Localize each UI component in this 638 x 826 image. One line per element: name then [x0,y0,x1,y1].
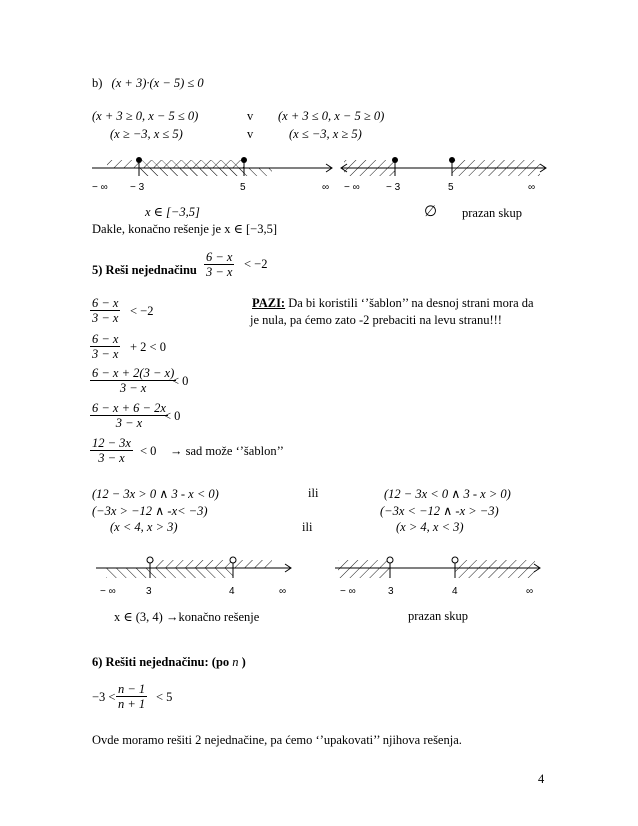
number-line-5-left [86,548,301,600]
problem6-rhs: < 5 [156,690,173,704]
sys-right-1: (12 − 3x < 0 ∧ 3 - x > 0) [384,487,511,501]
result-left: x ∈ (3, 4) →konačno rešenje [114,610,260,624]
label-three: 3 [146,586,152,597]
number-line-5-right [330,548,545,600]
step-2 [90,332,120,361]
problem6-lhs: −3 < [92,690,116,704]
fraction-denominator: 3 − x [98,451,125,465]
ili-2: ili [302,520,313,534]
step-1-tail: < −2 [130,304,154,318]
fraction-denominator: 3 − x [92,347,119,361]
problem5-main-rhs: < −2 [244,257,268,271]
fraction-denominator: 3 − x [119,381,147,395]
step-5 [90,436,133,465]
hatch-left [338,560,390,578]
label-four: 4 [229,586,235,597]
fraction-denominator: n + 1 [118,697,146,711]
sys-left-3: (x < 4, x > 3) [110,520,178,534]
fraction-denominator: 3 − x [206,265,233,279]
problem6-title-close: ) [241,655,246,669]
empty-set-icon: ∅ [424,204,438,220]
case-line2-left: (x ≥ −3, x ≤ 5) [110,127,183,141]
problem6-title-text: 6) Rešiti nejednačinu: (po [92,655,230,669]
empty-set-text: prazan skup [462,206,523,220]
step-1 [90,296,120,325]
open-point-three [147,557,153,563]
label-minus3: − 3 [130,182,145,193]
step-4-tail: < 0 [164,409,181,423]
left-result: x ∈ [−3,5] [145,205,200,219]
step-4 [90,401,168,430]
ili-1: ili [308,486,319,500]
result-right: prazan skup [408,609,469,623]
open-point-four [452,557,458,563]
conclusion-b: Dakle, konačno rešenje je x ∈ [−3,5] [92,222,277,236]
number-line-b-left [82,150,342,198]
fraction-numerator: 6 − x [92,296,119,310]
hatch-over [150,560,272,568]
number-line-b-right [336,150,551,198]
fraction-numerator: n − 1 [118,682,146,696]
label-inf: ∞ [279,586,287,597]
inequality-b: (x + 3)·(x − 5) ≤ 0 [111,76,204,90]
sys-right-3: (x > 4, x < 3) [396,520,464,534]
closed-point-five [449,157,455,163]
pazi-line-2: je nula, pa ćemo zato -2 prebaciti na levu stranu!!! [250,313,502,327]
case-line1-left: (x + 3 ≥ 0, x − 5 ≤ 0) [92,109,199,123]
case-line2-right: (x ≤ −3, x ≥ 5) [289,127,362,141]
label-inf: ∞ [528,182,536,193]
label-neg-inf: − ∞ [92,182,108,193]
problem5-main-fraction [204,250,234,279]
fraction-numerator: 6 − x + 2(3 − x) [92,366,175,380]
label-five: 5 [448,182,454,193]
sys-right-2: (−3x < −12 ∧ -x > −3) [380,504,499,518]
fraction-numerator: 6 − x [206,250,233,264]
sys-left-1: (12 − 3x > 0 ∧ 3 - x < 0) [92,487,219,501]
problem6-title [92,655,246,670]
fraction-denominator: 3 − x [115,416,143,430]
label-neg-inf: − ∞ [100,586,116,597]
sys-left-2: (−3x > −12 ∧ -x< −3) [92,504,208,518]
closed-point-five [241,157,247,163]
page-number: 4 [538,772,545,786]
section-label: b) [92,76,103,90]
open-point-four [230,557,236,563]
label-inf: ∞ [526,586,534,597]
label-inf: ∞ [322,182,330,193]
step-3-tail: < 0 [172,374,189,388]
pazi-line-1 [252,296,534,311]
step-5-tail: < 0 [140,444,157,458]
fraction-numerator: 6 − x + 6 − 2x [92,401,166,415]
fraction-denominator: 3 − x [92,311,119,325]
problem6-fraction [116,682,147,711]
case-or2: v [247,127,254,141]
section-b-heading [92,76,204,91]
label-neg-inf: − ∞ [344,182,360,193]
open-point-three [387,557,393,563]
label-minus3: − 3 [386,182,401,193]
step-3 [90,366,176,395]
fraction-numerator: 12 − 3x [92,436,131,450]
pazi-text-1: Da bi koristili ‘’šablon’’ na desnoj strani mora da [288,296,534,310]
sablon-note: → sad može ‘’šablon’’ [170,444,284,458]
case-or1: v [247,109,254,123]
pazi-label: PAZI: [252,296,286,310]
hatch-right [455,560,535,578]
problem6-text: Ovde moramo rešiti 2 nejednačine, pa ćemo ‘’upakovati’’ njihova rešenja. [92,733,462,747]
label-neg-inf: − ∞ [340,586,356,597]
fraction-numerator: 6 − x [92,332,119,346]
closed-point-minus3 [392,157,398,163]
problem5-title: 5) Reši nejednačinu [92,263,197,277]
case-line1-right: (x + 3 ≤ 0, x − 5 ≥ 0) [278,109,385,123]
closed-point-minus3 [136,157,142,163]
label-five: 5 [240,182,246,193]
problem6-title-var: n [232,655,239,669]
step-2-tail: + 2 < 0 [130,340,166,354]
hatch-under [106,568,233,578]
label-three: 3 [388,586,394,597]
label-four: 4 [452,586,458,597]
